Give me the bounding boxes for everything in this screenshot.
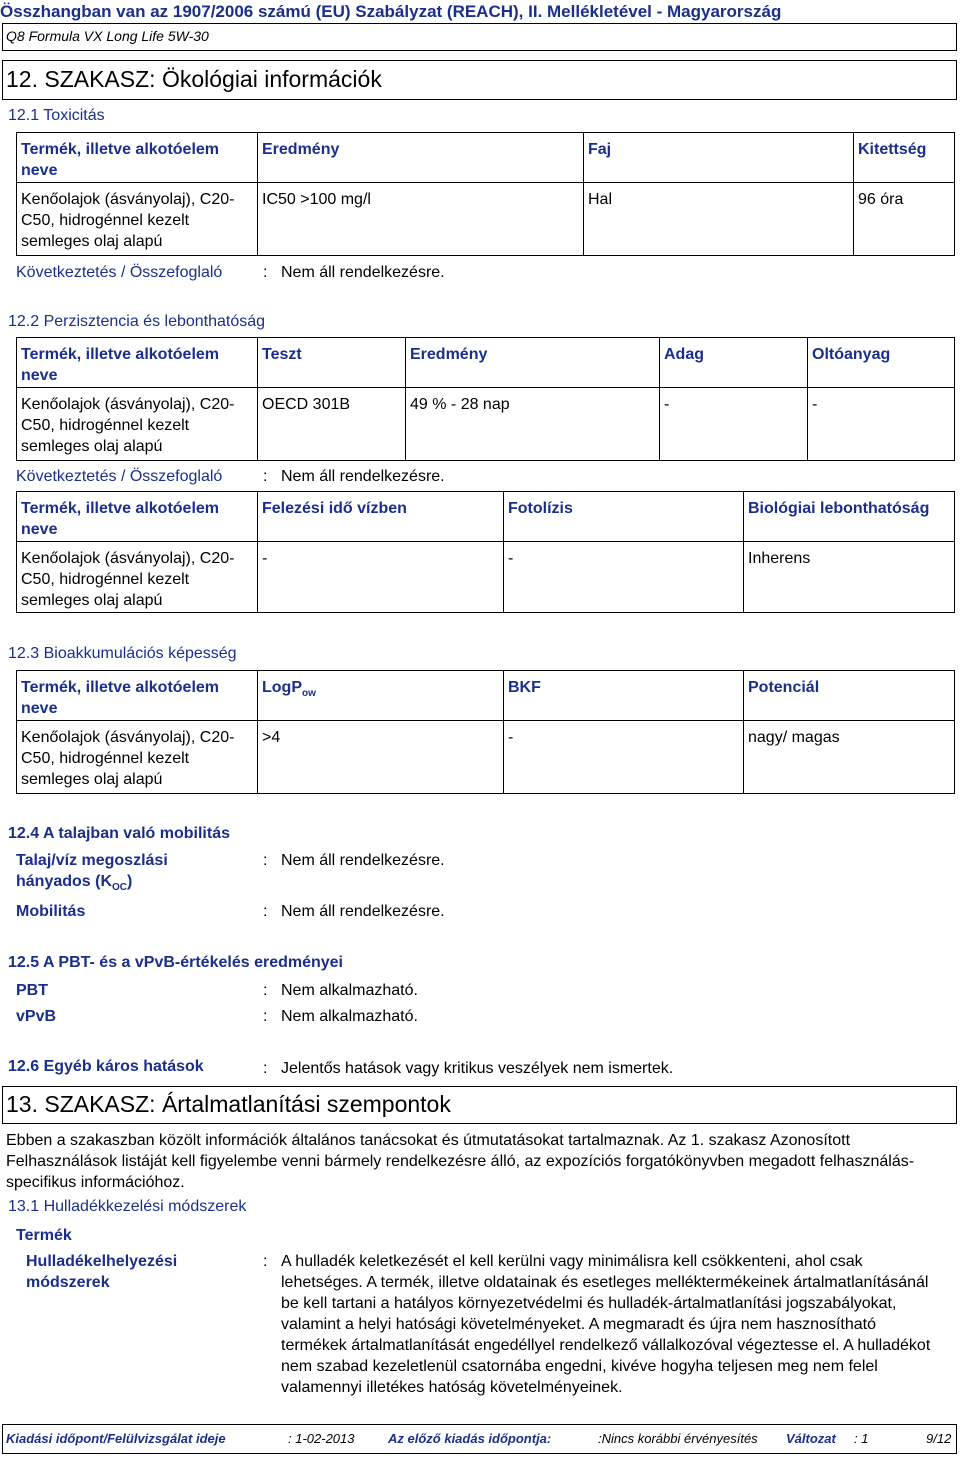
column-header: Biológiai lebonthatóság: [744, 492, 955, 542]
table-row: [17, 183, 955, 256]
product-name: Q8 Formula VX Long Life 5W-30: [6, 28, 209, 44]
logp-subscript: ow: [302, 688, 316, 700]
bioaccumulation-table: [16, 670, 955, 794]
vpvb-label: vPvB: [16, 1008, 57, 1025]
previous-issue-label: Az előző kiadás időpontja:: [388, 1431, 552, 1446]
column-header: Teszt: [258, 338, 406, 388]
other-effects-value: Jelentős hatások vagy kritikus veszélyek nem ismertek.: [281, 1060, 674, 1077]
table-cell: 96 óra: [854, 183, 955, 256]
column-header: Termék, illetve alkotóelem neve: [17, 492, 258, 542]
koc-value: Nem áll rendelkezésre.: [281, 852, 445, 869]
colon: :: [263, 982, 268, 999]
colon: :: [263, 852, 268, 869]
table-cell: Kenőolajok (ásványolaj), C20-C50, hidrogénnel kezelt semleges olaj alapú: [17, 542, 258, 613]
issue-date-value: : 1-02-2013: [288, 1431, 355, 1446]
version-value: : 1: [854, 1431, 869, 1446]
table-cell: -: [504, 721, 744, 794]
product-label: Termék: [16, 1227, 72, 1244]
section-13-title: 13. SZAKASZ: Ártalmatlanítási szempontok: [6, 1091, 451, 1117]
vpvb-value: Nem alkalmazható.: [281, 1008, 418, 1025]
version-label: Változat: [786, 1431, 836, 1446]
column-header: Potenciál: [744, 671, 955, 721]
section-12-title: 12. SZAKASZ: Ökológiai információk: [6, 66, 382, 92]
column-header: Faj: [584, 133, 854, 183]
table-cell: IC50 >100 mg/l: [258, 183, 584, 256]
table-header-row: [17, 338, 955, 388]
subsection-12-4-heading: 12.4 A talajban való mobilitás: [8, 825, 230, 842]
pbt-label: PBT: [16, 982, 48, 999]
conclusion-value: Nem áll rendelkezésre.: [281, 264, 445, 281]
colon: :: [263, 1253, 268, 1270]
column-header: Adag: [660, 338, 808, 388]
table-cell: nagy/ magas: [744, 721, 955, 794]
colon: :: [263, 468, 268, 485]
mobility-value: Nem áll rendelkezésre.: [281, 903, 445, 920]
section-13-intro: Ebben a szakaszban közölt információk általános tanácsokat és útmutatásokat tartalmaznak. Az 1. szakasz Azonosított Felhasználások listáját kell figyelembe venni bármely rendelkezésre álló, az expozíciós forgatókönyvben megadott felhasználás-specifikus információhoz.: [6, 1132, 915, 1191]
table-header-row: [17, 671, 955, 721]
subsection-12-2-heading: 12.2 Perzisztencia és lebonthatóság: [8, 313, 266, 330]
table-row: [17, 542, 955, 613]
subsection-12-5-heading: 12.5 A PBT- és a vPvB-értékelés eredményei: [8, 954, 343, 971]
page-number: 9/12: [926, 1431, 952, 1446]
disposal-methods-label: Hulladékelhelyezési módszerek: [26, 1253, 178, 1291]
koc-label-text: Talaj/víz megoszlási hányados (K: [16, 852, 168, 890]
colon: :: [263, 1060, 268, 1077]
table-cell: Kenőolajok (ásványolaj), C20-C50, hidrogénnel kezelt semleges olaj alapú: [17, 183, 258, 256]
column-header: Termék, illetve alkotóelem neve: [17, 338, 258, 388]
koc-label: [16, 850, 216, 898]
pbt-value: Nem alkalmazható.: [281, 982, 418, 999]
table-cell: 49 % - 28 nap: [406, 388, 660, 461]
table-cell: OECD 301B: [258, 388, 406, 461]
table-cell: Kenőolajok (ásványolaj), C20-C50, hidrogénnel kezelt semleges olaj alapú: [17, 721, 258, 794]
disposal-methods-text: A hulladék keletkezését el kell kerülni vagy minimálisra kell csökkenteni, ahol csak lehetséges. A termék, illetve oldatainak és esetleges melléktermékeinek ártalmatlanításánál be kell tartani a hatályos környezetvédelmi és hulladék-ártalmatlanítási jogszabályokat, valamint a helyi hatósági követelményeket. A megmaradt és újra nem hasznosítható termékek ártalmatlanítását engedéllyel rendelkező vállalkozóval végeztesse el. A hulladékot nem szabad kezeletlenül csatornába engedni, kivéve hogyha teljesen meg nem felel valamennyi illetékes hatóság követelményeinek.: [281, 1253, 931, 1396]
column-header: Oltóanyag: [808, 338, 955, 388]
document-header-title: Összhangban van az 1907/2006 számú (EU) Szabályzat (REACH), II. Mellékletével - Magyarország: [0, 2, 782, 21]
table-row: [17, 721, 955, 794]
table-header-row: [17, 492, 955, 542]
previous-issue-value: :Nincs korábbi érvényesítés: [598, 1431, 758, 1446]
column-header: Kitettség: [854, 133, 955, 183]
mobility-label: Mobilitás: [16, 903, 86, 920]
table-cell: >4: [258, 721, 504, 794]
toxicity-table: [16, 132, 955, 256]
logp-label: LogP: [262, 679, 302, 696]
table-cell: -: [504, 542, 744, 613]
table-cell: -: [808, 388, 955, 461]
column-header: Eredmény: [258, 133, 584, 183]
subsection-12-3-heading: 12.3 Bioakkumulációs képesség: [8, 645, 237, 662]
column-header: Eredmény: [406, 338, 660, 388]
column-header: Fotolízis: [504, 492, 744, 542]
table-cell: Hal: [584, 183, 854, 256]
table-cell: Kenőolajok (ásványolaj), C20-C50, hidrogénnel kezelt semleges olaj alapú: [17, 388, 258, 461]
colon: :: [263, 264, 268, 281]
subsection-13-1-heading: 13.1 Hulladékkezelési módszerek: [8, 1198, 247, 1215]
koc-close: ): [127, 873, 133, 890]
column-header: BKF: [504, 671, 744, 721]
issue-date-label: Kiadási időpont/Felülvizsgálat ideje: [6, 1431, 226, 1446]
subsection-12-6-heading: 12.6 Egyéb káros hatások: [8, 1058, 204, 1075]
persistence-table: [16, 337, 955, 461]
colon: :: [263, 903, 268, 920]
table-cell: Inherens: [744, 542, 955, 613]
table-row: [17, 388, 955, 461]
table-header-row: [17, 133, 955, 183]
koc-subscript: OC: [112, 882, 128, 894]
subsection-12-1-heading: 12.1 Toxicitás: [8, 107, 105, 124]
conclusion-value: Nem áll rendelkezésre.: [281, 468, 445, 485]
column-header: Termék, illetve alkotóelem neve: [17, 133, 258, 183]
colon: :: [263, 1008, 268, 1025]
degradation-table: [16, 491, 955, 613]
column-header: Felezési idő vízben: [258, 492, 504, 542]
conclusion-label: Következtetés / Összefoglaló: [16, 264, 223, 281]
column-header: [258, 671, 504, 721]
conclusion-label: Következtetés / Összefoglaló: [16, 468, 223, 485]
table-cell: -: [258, 542, 504, 613]
column-header: Termék, illetve alkotóelem neve: [17, 671, 258, 721]
table-cell: -: [660, 388, 808, 461]
